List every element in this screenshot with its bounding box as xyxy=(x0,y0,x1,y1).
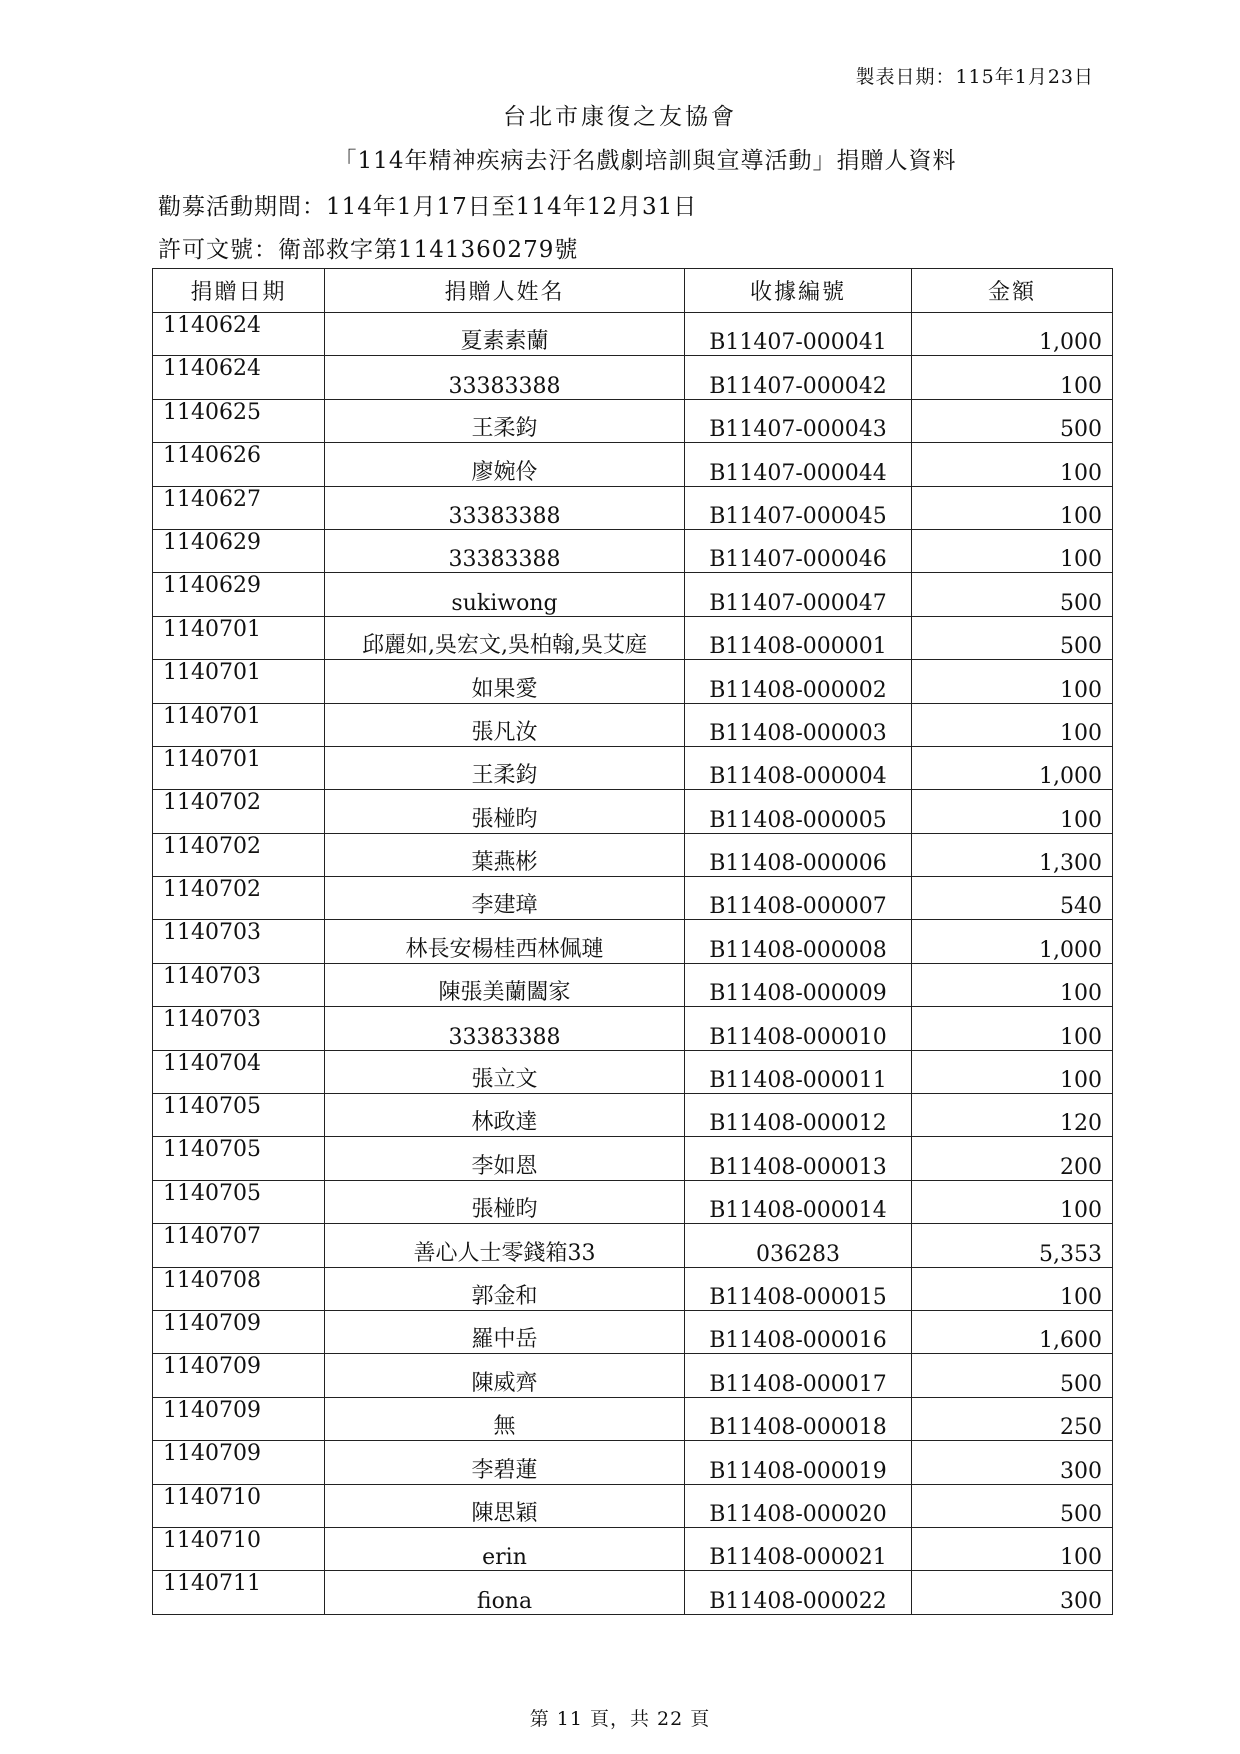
table-row xyxy=(153,1354,1113,1397)
cell-donor-name: 郭金和 xyxy=(325,1267,685,1310)
cell-amount: 100 xyxy=(912,1180,1113,1223)
cell-date: 1140703 xyxy=(153,963,325,1006)
cell-date: 1140709 xyxy=(153,1354,325,1397)
cell-receipt-number: B11407-000041 xyxy=(685,313,912,356)
cell-receipt-number: B11408-000006 xyxy=(685,833,912,876)
cell-receipt-number: B11408-000003 xyxy=(685,703,912,746)
table-row xyxy=(153,963,1113,1006)
cell-receipt-number: B11407-000045 xyxy=(685,486,912,529)
cell-receipt-number: B11407-000046 xyxy=(685,529,912,572)
cell-receipt-number: B11408-000009 xyxy=(685,963,912,1006)
table-row xyxy=(153,313,1113,356)
cell-receipt-number: B11408-000011 xyxy=(685,1050,912,1093)
cell-receipt-number: B11408-000010 xyxy=(685,1007,912,1050)
table-row xyxy=(153,399,1113,442)
fundraising-period: 勸募活動期間：114年1月17日至114年12月31日 xyxy=(158,194,698,220)
page-number: 第 11 頁，共 22 頁 xyxy=(529,1708,711,1730)
cell-receipt-number: B11407-000044 xyxy=(685,443,912,486)
cell-receipt-number: B11408-000016 xyxy=(685,1310,912,1353)
cell-date: 1140711 xyxy=(153,1571,325,1614)
table-header-row xyxy=(153,269,1113,313)
table-row xyxy=(153,443,1113,486)
cell-date: 1140625 xyxy=(153,399,325,442)
table-row xyxy=(153,1137,1113,1180)
print-date: 製表日期：115年1月23日 xyxy=(855,66,1094,88)
cell-date: 1140710 xyxy=(153,1484,325,1527)
cell-donor-name: 陳威齊 xyxy=(325,1354,685,1397)
cell-date: 1140708 xyxy=(153,1267,325,1310)
cell-donor-name: 李碧蓮 xyxy=(325,1441,685,1484)
cell-donor-name: 邱麗如,吳宏文,吳柏翰,吳艾庭 xyxy=(325,616,685,659)
cell-date: 1140702 xyxy=(153,790,325,833)
table-row xyxy=(153,1224,1113,1267)
cell-date: 1140629 xyxy=(153,529,325,572)
table-row xyxy=(153,746,1113,789)
cell-amount: 100 xyxy=(912,486,1113,529)
cell-amount: 1,600 xyxy=(912,1310,1113,1353)
cell-amount: 5,353 xyxy=(912,1224,1113,1267)
cell-donor-name: 李建璋 xyxy=(325,877,685,920)
cell-donor-name: 夏素素蘭 xyxy=(325,313,685,356)
donor-table-container xyxy=(152,268,1112,1615)
cell-date: 1140703 xyxy=(153,1007,325,1050)
cell-amount: 120 xyxy=(912,1094,1113,1137)
cell-donor-name: fiona xyxy=(325,1571,685,1614)
cell-date: 1140705 xyxy=(153,1180,325,1223)
cell-donor-name: 善心人士零錢箱33 xyxy=(325,1224,685,1267)
table-row xyxy=(153,616,1113,659)
cell-receipt-number: 036283 xyxy=(685,1224,912,1267)
table-row xyxy=(153,660,1113,703)
cell-amount: 500 xyxy=(912,573,1113,616)
cell-date: 1140709 xyxy=(153,1397,325,1440)
table-row xyxy=(153,1267,1113,1310)
cell-amount: 1,000 xyxy=(912,313,1113,356)
table-row xyxy=(153,1094,1113,1137)
cell-receipt-number: B11408-000020 xyxy=(685,1484,912,1527)
table-row xyxy=(153,1050,1113,1093)
cell-amount: 100 xyxy=(912,703,1113,746)
cell-amount: 300 xyxy=(912,1571,1113,1614)
table-row xyxy=(153,1007,1113,1050)
cell-donor-name: 33383388 xyxy=(325,486,685,529)
column-header-name: 捐贈人姓名 xyxy=(325,269,685,313)
cell-date: 1140624 xyxy=(153,313,325,356)
table-row xyxy=(153,1441,1113,1484)
cell-amount: 100 xyxy=(912,356,1113,399)
cell-date: 1140705 xyxy=(153,1137,325,1180)
organization-title: 台北市康復之友協會 xyxy=(503,104,737,130)
table-row xyxy=(153,920,1113,963)
cell-donor-name: 33383388 xyxy=(325,356,685,399)
cell-amount: 100 xyxy=(912,1527,1113,1570)
cell-donor-name: 33383388 xyxy=(325,529,685,572)
cell-receipt-number: B11408-000001 xyxy=(685,616,912,659)
cell-receipt-number: B11408-000015 xyxy=(685,1267,912,1310)
cell-receipt-number: B11408-000018 xyxy=(685,1397,912,1440)
cell-amount: 100 xyxy=(912,790,1113,833)
column-header-amount: 金額 xyxy=(912,269,1113,313)
cell-amount: 1,300 xyxy=(912,833,1113,876)
table-row xyxy=(153,1527,1113,1570)
table-row xyxy=(153,790,1113,833)
cell-amount: 500 xyxy=(912,1354,1113,1397)
cell-date: 1140624 xyxy=(153,356,325,399)
cell-donor-name: 張椪昀 xyxy=(325,790,685,833)
cell-donor-name: sukiwong xyxy=(325,573,685,616)
cell-date: 1140627 xyxy=(153,486,325,529)
cell-receipt-number: B11408-000014 xyxy=(685,1180,912,1223)
cell-date: 1140626 xyxy=(153,443,325,486)
cell-amount: 100 xyxy=(912,1267,1113,1310)
cell-receipt-number: B11408-000004 xyxy=(685,746,912,789)
permit-number: 許可文號：衛部救字第1141360279號 xyxy=(158,237,579,263)
cell-amount: 300 xyxy=(912,1441,1113,1484)
cell-amount: 500 xyxy=(912,1484,1113,1527)
cell-donor-name: 林政達 xyxy=(325,1094,685,1137)
cell-date: 1140709 xyxy=(153,1441,325,1484)
event-title: 「114年精神疾病去汙名戲劇培訓與宣導活動」捐贈人資料 xyxy=(333,148,957,174)
cell-amount: 500 xyxy=(912,616,1113,659)
cell-donor-name: 葉燕彬 xyxy=(325,833,685,876)
cell-donor-name: 王柔鈞 xyxy=(325,399,685,442)
cell-donor-name: 羅中岳 xyxy=(325,1310,685,1353)
cell-donor-name: 張凡汝 xyxy=(325,703,685,746)
table-row xyxy=(153,529,1113,572)
cell-date: 1140702 xyxy=(153,833,325,876)
cell-donor-name: 張立文 xyxy=(325,1050,685,1093)
cell-amount: 1,000 xyxy=(912,746,1113,789)
cell-date: 1140629 xyxy=(153,573,325,616)
table-row xyxy=(153,1310,1113,1353)
cell-amount: 100 xyxy=(912,963,1113,1006)
cell-amount: 1,000 xyxy=(912,920,1113,963)
cell-receipt-number: B11408-000002 xyxy=(685,660,912,703)
cell-donor-name: 如果愛 xyxy=(325,660,685,703)
table-row xyxy=(153,573,1113,616)
cell-donor-name: 林長安楊桂西林佩璉 xyxy=(325,920,685,963)
cell-receipt-number: B11408-000008 xyxy=(685,920,912,963)
cell-receipt-number: B11407-000047 xyxy=(685,573,912,616)
column-header-date: 捐贈日期 xyxy=(153,269,325,313)
cell-date: 1140701 xyxy=(153,746,325,789)
donor-table-body xyxy=(153,313,1113,1615)
cell-donor-name: erin xyxy=(325,1527,685,1570)
cell-receipt-number: B11407-000042 xyxy=(685,356,912,399)
cell-amount: 540 xyxy=(912,877,1113,920)
cell-date: 1140701 xyxy=(153,616,325,659)
cell-donor-name: 王柔鈞 xyxy=(325,746,685,789)
cell-date: 1140709 xyxy=(153,1310,325,1353)
table-row xyxy=(153,1397,1113,1440)
cell-date: 1140703 xyxy=(153,920,325,963)
cell-amount: 100 xyxy=(912,529,1113,572)
cell-receipt-number: B11408-000022 xyxy=(685,1571,912,1614)
table-row xyxy=(153,1484,1113,1527)
table-row xyxy=(153,703,1113,746)
cell-donor-name: 廖婉伶 xyxy=(325,443,685,486)
cell-receipt-number: B11408-000019 xyxy=(685,1441,912,1484)
cell-receipt-number: B11408-000012 xyxy=(685,1094,912,1137)
cell-donor-name: 陳思穎 xyxy=(325,1484,685,1527)
cell-date: 1140702 xyxy=(153,877,325,920)
cell-donor-name: 李如恩 xyxy=(325,1137,685,1180)
cell-receipt-number: B11408-000005 xyxy=(685,790,912,833)
table-row xyxy=(153,877,1113,920)
table-row xyxy=(153,1571,1113,1614)
cell-amount: 100 xyxy=(912,443,1113,486)
cell-date: 1140701 xyxy=(153,703,325,746)
column-header-receipt: 收據編號 xyxy=(685,269,912,313)
table-row xyxy=(153,1180,1113,1223)
table-row xyxy=(153,833,1113,876)
cell-date: 1140704 xyxy=(153,1050,325,1093)
cell-amount: 250 xyxy=(912,1397,1113,1440)
cell-donor-name: 張椪昀 xyxy=(325,1180,685,1223)
cell-amount: 100 xyxy=(912,1007,1113,1050)
cell-amount: 100 xyxy=(912,1050,1113,1093)
cell-receipt-number: B11408-000007 xyxy=(685,877,912,920)
cell-receipt-number: B11407-000043 xyxy=(685,399,912,442)
cell-date: 1140705 xyxy=(153,1094,325,1137)
cell-amount: 100 xyxy=(912,660,1113,703)
cell-donor-name: 無 xyxy=(325,1397,685,1440)
table-row xyxy=(153,356,1113,399)
cell-date: 1140701 xyxy=(153,660,325,703)
cell-amount: 500 xyxy=(912,399,1113,442)
cell-receipt-number: B11408-000021 xyxy=(685,1527,912,1570)
cell-receipt-number: B11408-000013 xyxy=(685,1137,912,1180)
donor-table xyxy=(152,268,1113,1615)
cell-date: 1140707 xyxy=(153,1224,325,1267)
cell-donor-name: 33383388 xyxy=(325,1007,685,1050)
cell-receipt-number: B11408-000017 xyxy=(685,1354,912,1397)
cell-date: 1140710 xyxy=(153,1527,325,1570)
cell-amount: 200 xyxy=(912,1137,1113,1180)
cell-donor-name: 陳張美蘭闔家 xyxy=(325,963,685,1006)
table-row xyxy=(153,486,1113,529)
